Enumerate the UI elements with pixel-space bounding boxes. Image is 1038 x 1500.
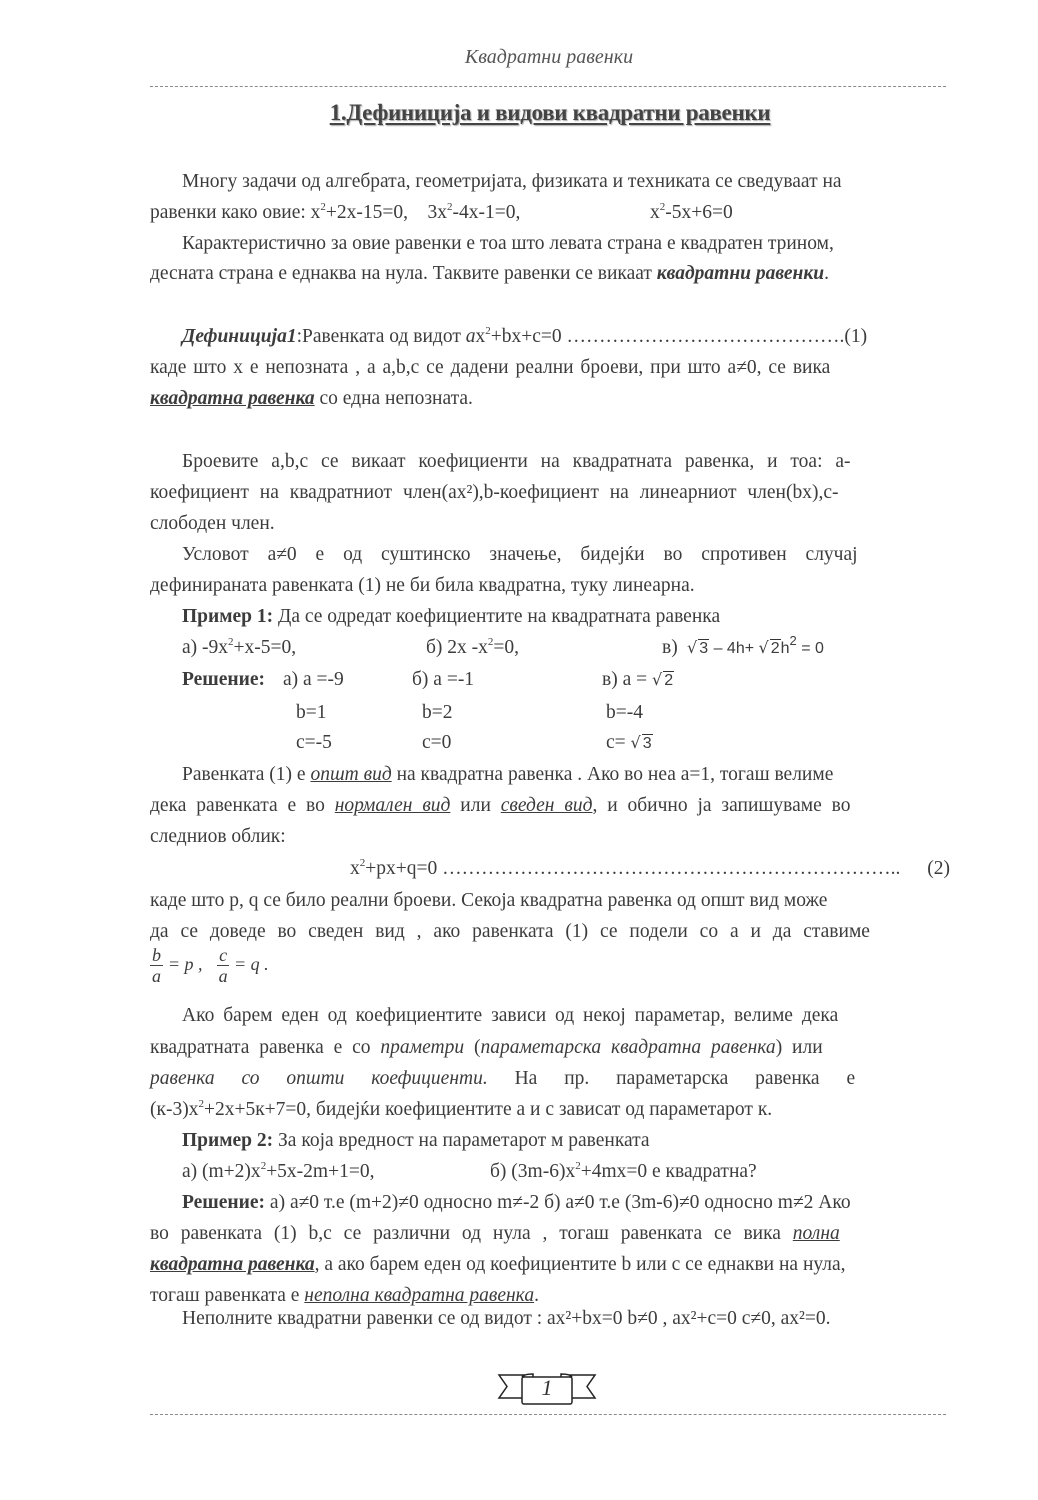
example-2-solution: Решение: а) a≠0 т.е (m+2)≠0 односно m≠-2 б) a≠0 т.е (3m-6)≠0 односно m≠2 Ако <box>182 1192 851 1213</box>
example-2-line-4: тогаш равенката е неполна квадратна равенка. <box>150 1285 539 1306</box>
intro-line-3: Карактеристично за овие равенки е тоа што левата страна е квадратен трином, <box>182 233 834 254</box>
parameters-line-3: равенка со општи коефициенти. На пр. параметарска равенка е <box>150 1068 856 1089</box>
term-complete: полна <box>792 1223 840 1244</box>
term-general-form: општ вид <box>310 764 392 785</box>
equation-3: $x^2-5x+6=0$ <box>650 201 733 223</box>
term-quadratic-equation: квадратна равенка <box>150 388 315 409</box>
example-1-solution-row-1: Решение: а) a =-9 б) a =-1 в) a = √ 2 <box>182 669 674 690</box>
footer-divider <box>150 1414 946 1415</box>
parameters-line-1: Ако барем еден од коефициентите зависи од некој параметар, велиме дека <box>182 1005 839 1026</box>
general-form-line-2: дека равенката е во нормален вид или сведен вид, и обично ја запишуваме во <box>150 795 851 816</box>
example-1-a: а) $-9x^2+x-5=0$, <box>182 636 297 658</box>
intro-line-2: равенки како овие: $x^2+2x-15=0$, $3x^2-4x-1=0$, $x^2-5x+6=0$ <box>150 201 733 223</box>
substitution-fractions: $\frac{b}{a}$ = p , $\frac{c}{a}$ = q . <box>152 945 269 986</box>
section-title: 1.Дефиниција и видови квадратни равенки <box>329 100 771 125</box>
example-2-heading: Пример 2: За која вредност на параметарот м равенката <box>182 1130 650 1151</box>
general-form-line-1: Равенката (1) е општ вид на квадратна равенка . Ако во неа a=1, тогаш велиме <box>182 764 834 785</box>
term-complete-quadratic: квадратна равенка <box>150 1254 315 1275</box>
coefficients-line-4: Условот a≠0 е од суштинско значење, бидејќи во спротивен случај <box>182 544 858 565</box>
equation-number-1: (1) <box>844 326 868 347</box>
example-1-b: б) 2x $-x^2=0$, <box>426 636 520 658</box>
equation-number-2: (2) <box>927 858 950 879</box>
example-2-label: Пример 2: <box>182 1130 274 1151</box>
coefficients-line-5: дефинираната равенката (1) не би била квадратна, туку линеарна. <box>150 575 695 596</box>
general-form-line-4: каде што p, q се било реални броеви. Секоја квадратна равенка од општ вид може <box>150 890 828 911</box>
intro-line-1: Многу задачи од алгебрата, геометријата, физиката и техниката се сведуваат на <box>182 171 842 192</box>
definition-label: Дефиниција1 <box>182 326 297 347</box>
header-divider <box>150 86 946 87</box>
example-1-heading: Пример 1: Да се одредат коефициентите на квадратната равенка <box>182 606 721 627</box>
example-2-line-2: во равенката (1) b,c се различни од нула , тогаш равенката се вика полна <box>150 1223 840 1244</box>
parameters-line-4: $(к-3)x^2+2x+5к+7=0$, бидејќи коефициентите a и c зависат од параметарот к. <box>150 1098 773 1120</box>
parameters-line-2: квадратната равенка е со праметри (параметарска квадратна равенка) или <box>150 1037 823 1058</box>
definition-line-2: каде што x е непозната , а a,b,c се дадени реални броеви, при што a≠0, се вика <box>150 357 831 378</box>
example-2-line-3: квадратна равенка, а ако барем еден од коефициентите b или c се еднакви на нула, <box>150 1254 846 1275</box>
equation-2: $3x^2-4x-1=0$, <box>427 201 521 223</box>
example-2-line-5: Неполните квадратни равенки се од видот : ax²+bx=0 b≠0 , ax²+c=0 c≠0, ax²=0. <box>182 1308 831 1329</box>
term-quadratic-equations: квадратни равенки <box>656 263 825 284</box>
running-header: Квадратни равенки <box>464 46 634 68</box>
example-1-c: в) √ 3 – 4h+ √ $2h^2 = 0$ <box>662 633 824 658</box>
page-number-ribbon <box>497 1372 597 1406</box>
general-form-line-3: следниов облик: <box>150 826 286 847</box>
term-normal-form: нормален вид <box>334 795 451 816</box>
fraction-b-over-a: $\frac{b}{a}$ <box>152 945 161 986</box>
coefficients-line-2: коефициент на квадратниот член(ax²),b-коефициент на линеарниот член(bx),c- <box>150 482 839 503</box>
equation-1: $x^2+2x-15=0$, <box>310 201 409 223</box>
coefficients-line-1: Броевите a,b,c се викаат коефициенти на квадратната равенка, и тоа: a- <box>182 451 851 472</box>
general-form-line-5: да се доведе во сведен вид , ако равенката (1) се подели со a и да ставиме <box>150 921 870 942</box>
fraction-c-over-a: $\frac{c}{a}$ <box>218 945 228 986</box>
intro-line-4: десната страна е еднаква на нула. Таквите равенки се викаат квадратни равенки. <box>150 263 829 284</box>
term-incomplete-quadratic: неполна квадратна равенка <box>304 1285 535 1306</box>
example-1-label: Пример 1: <box>182 606 274 627</box>
definition-line-1: Дефиниција1:Равенката од видот $ax^2+bx+c=0$ …………………………………….(1) <box>182 325 868 347</box>
coefficients-line-3: слободен член. <box>150 513 275 534</box>
solution-label: Решение: <box>182 669 266 690</box>
term-reduced-form: сведен вид <box>500 795 593 816</box>
definition-line-3: квадратна равенка со една непозната. <box>150 388 473 409</box>
page-number: 1 <box>541 1375 553 1400</box>
